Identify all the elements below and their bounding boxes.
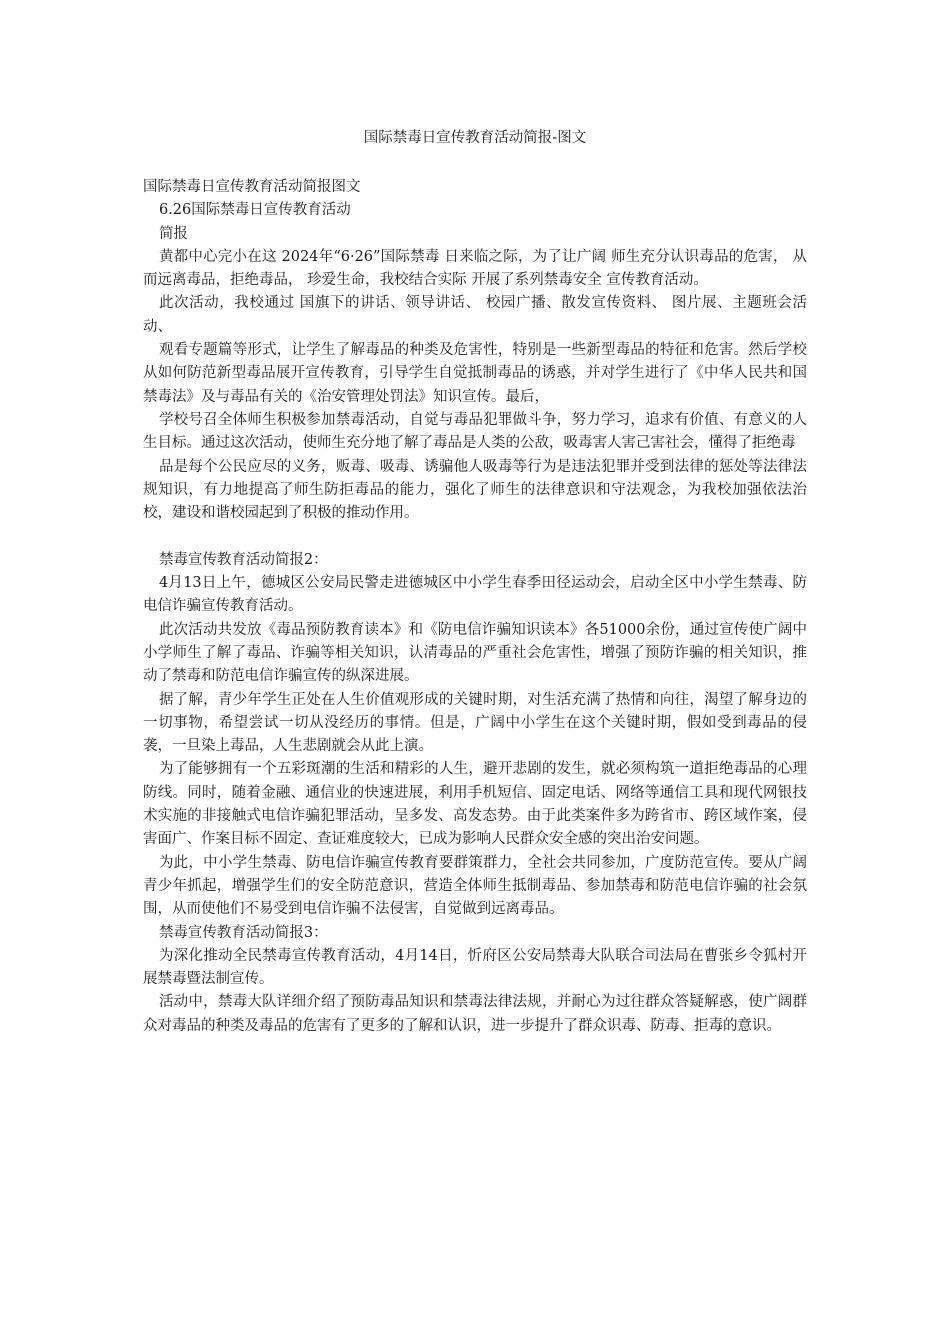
paragraph: 4月13日上午，德城区公安局民警走进德城区中小学生春季田径运动会，启动全区中小学生禁毒、防电信诈骗宣传教育活动。: [143, 575, 807, 615]
document-body: [143, 176, 807, 1038]
paragraph: 活动中，禁毒大队详细介绍了预防毒品知识和禁毒法律法规，并耐心为过往群众答疑解惑，使广阔群众对毒品的种类及毒品的危害有了更多的了解和认识，进一步提升了群众识毒、防毒、拒毒的意识。: [143, 994, 807, 1034]
document-subheading: 6.26国际禁毒日宣传教育活动: [158, 202, 351, 219]
paragraph: 此次活动共发放《毒品预防教育读本》和《防电信诈骗知识读本》各51000余份，通过宣传使广阔中小学师生了解了毒品、诈骗等相关知识，认清毒品的严重社会危害性，增强了预防诈骗的相关知识，推动了禁毒和防范电信诈骗宣传的纵深进展。: [143, 621, 807, 685]
paragraph: 为深化推动全民禁毒宣传教育活动，4月14日，忻府区公安局禁毒大队联合司法局在曹张乡令狐村开展禁毒暨法制宣传。: [143, 947, 807, 988]
paragraph: 学校号召全体师生积极参加禁毒活动，自觉与毒品犯罪做斗争，努力学习，追求有价值、有意义的人生目标。通过这次活动，使师生充分地了解了毒品是人类的公敌，吸毒害人害己害社会，懂得了拒绝毒: [143, 411, 807, 452]
paragraph: 为了能够拥有一个五彩斑潮的生活和精彩的人生，避开悲剧的发生，就必须构筑一道拒绝毒品的心理防线。同时，随着金融、通信业的快速进展，利用手机短信、固定电话、网络等通信工具和现代网银技术实施的非接触式电信诈骗犯罪活动，呈多发、高发态势。由于此类案件多为跨省市、跨区域作案，侵害面广、作案目标不固定、查证难度较大，已成为影响人民群众安全感的突出治安问题。: [143, 761, 807, 848]
paragraph: 黄都中心完小在这 2024年“6·26”国际禁毒 日来临之际，为了让广阔 师生充分认识毒品的危害， 从而远离毒品，拒绝毒品， 珍爱生命，我校结合实际 开展了系列禁毒安全 宣传教育活动。: [143, 248, 807, 289]
document-heading: 国际禁毒日宣传教育活动简报图文: [143, 179, 361, 195]
section-heading-2: 禁毒宣传教育活动简报2：: [158, 551, 328, 568]
document-title: 国际禁毒日宣传教育活动简报-图文: [363, 130, 587, 146]
paragraph: 观看专题篇等形式，让学生了解毒品的种类及危害性，特别是一些新型毒品的特征和危害。然后学校从如何防范新型毒品展开宣传教育，引导学生自觉抵制毒品的诱惑，并对学生进行了《中华人民共和国禁毒法》及与毒品有关的《治安管理处罚法》知识宣传。最后，: [143, 342, 807, 405]
paragraph: 品是每个公民应尽的义务，贩毒、吸毒、诱骗他人吸毒等行为是违法犯罪并受到法律的惩处等法律法规知识，有力地提高了师生防拒毒品的能力，强化了师生的法律意识和守法观念，为我校加强依法治校，建设和谐校园起到了积极的推动作用。: [143, 458, 807, 522]
section-heading-3: 禁毒宣传教育活动简报3：: [158, 924, 328, 941]
paragraph: 为此，中小学生禁毒、防电信诈骗宣传教育要群策群力，全社会共同参加，广度防范宣传。要从广阔青少年抓起，增强学生们的安全防范意识，营造全体师生抵制毒品、参加禁毒和防范电信诈骗的社会氛围，从而使他们不易受到电信诈骗不法侵害，自觉做到远离毒品。: [143, 854, 807, 918]
paragraph: 此次活动，我校通过 国旗下的讲话、领导讲话、 校园广播、散发宣传资料、 图片展、主题班会活动、: [143, 295, 807, 335]
document-subheading-2: 简报: [158, 225, 188, 242]
paragraph: 据了解，青少年学生正处在人生价值观形成的关键时期，对生活充满了热情和向往，渴望了解身边的一切事物，希望尝试一切从没经历的事情。但是，广阔中小学生在这个关键时期，假如受到毒品的侵袭，一旦染上毒品，人生悲剧就会从此上演。: [143, 691, 807, 755]
blank-line: [143, 525, 807, 548]
